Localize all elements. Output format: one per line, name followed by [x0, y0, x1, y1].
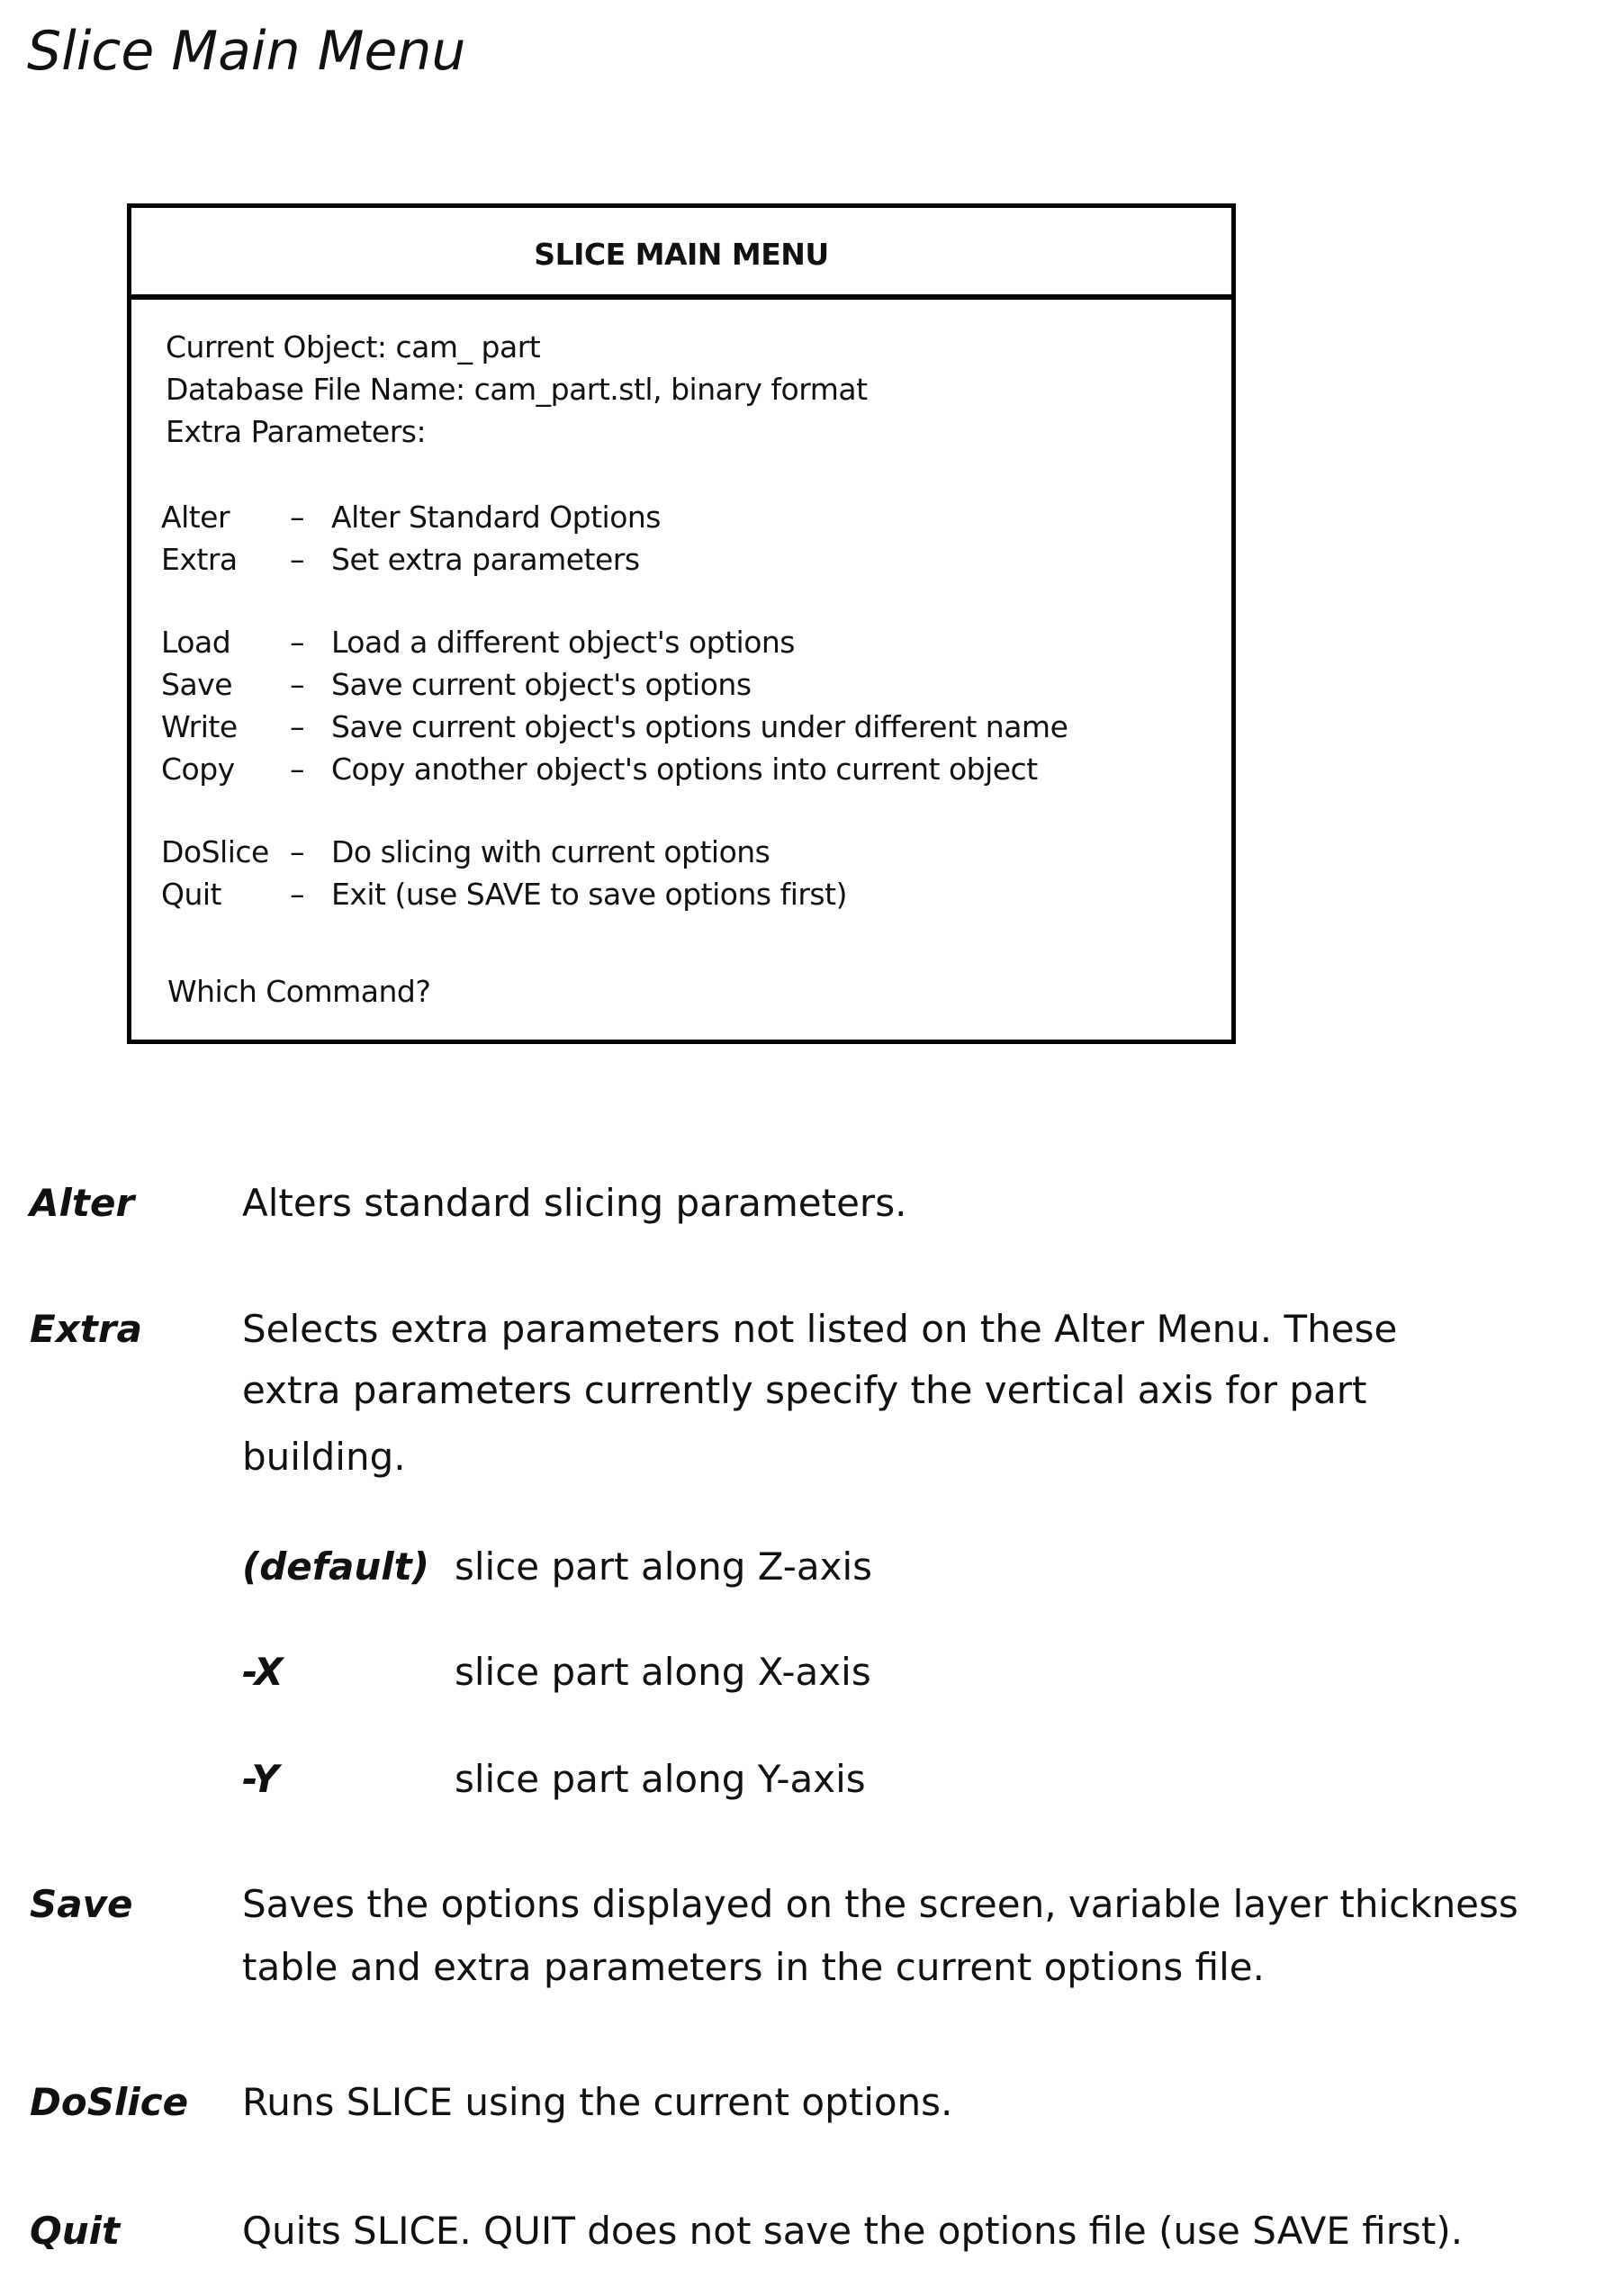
extra-parameters-line: Extra Parameters:	[166, 414, 426, 449]
command-desc-write: Save current object's options under different name	[331, 709, 1068, 744]
command-key-save[interactable]: Save	[161, 667, 232, 702]
desc-label-doslice: DoSlice	[30, 2080, 188, 2124]
command-prompt[interactable]: Which Command?	[167, 974, 430, 1009]
command-dash: –	[290, 752, 304, 787]
command-desc-quit: Exit (use SAVE to save options first)	[331, 877, 847, 912]
current-object-line: Current Object: cam_ part	[166, 329, 540, 365]
command-key-extra[interactable]: Extra	[161, 542, 238, 577]
command-dash: –	[290, 834, 304, 869]
command-key-alter[interactable]: Alter	[161, 500, 230, 535]
command-dash: –	[290, 625, 304, 660]
menu-header	[131, 208, 1231, 300]
option-flag-default: (default)	[242, 1544, 429, 1589]
desc-text-quit: Quits SLICE. QUIT does not save the options file (use SAVE first).	[242, 2209, 1463, 2253]
desc-label-save: Save	[30, 1882, 132, 1926]
desc-text-extra-1: Selects extra parameters not listed on the Alter Menu. These	[242, 1307, 1397, 1351]
desc-text-extra-3: building.	[242, 1435, 406, 1479]
command-dash: –	[290, 500, 304, 535]
command-dash: –	[290, 709, 304, 744]
desc-text-extra-2: extra parameters currently specify the vertical axis for part	[242, 1368, 1366, 1412]
command-desc-copy: Copy another object's options into current object	[331, 752, 1038, 787]
command-desc-doslice: Do slicing with current options	[331, 834, 770, 869]
desc-label-quit: Quit	[30, 2209, 120, 2253]
desc-text-save-2: table and extra parameters in the current options file.	[242, 1945, 1265, 1989]
option-desc-default: slice part along Z-axis	[455, 1544, 872, 1589]
desc-text-alter: Alters standard slicing parameters.	[242, 1181, 906, 1225]
desc-text-save-1: Saves the options displayed on the screen, variable layer thickness	[242, 1882, 1518, 1926]
option-desc-x: slice part along X-axis	[455, 1650, 871, 1694]
command-key-doslice[interactable]: DoSlice	[161, 834, 269, 869]
desc-text-doslice: Runs SLICE using the current options.	[242, 2080, 952, 2124]
option-flag-x: -X	[242, 1650, 284, 1694]
command-dash: –	[290, 667, 304, 702]
command-dash: –	[290, 542, 304, 577]
command-desc-save: Save current object's options	[331, 667, 752, 702]
menu-header-title: SLICE MAIN MENU	[131, 237, 1231, 272]
command-key-copy[interactable]: Copy	[161, 752, 235, 787]
desc-label-alter: Alter	[30, 1181, 134, 1225]
command-desc-alter: Alter Standard Options	[331, 500, 661, 535]
command-desc-load: Load a different object's options	[331, 625, 795, 660]
command-key-load[interactable]: Load	[161, 625, 230, 660]
command-dash: –	[290, 877, 304, 912]
option-flag-y: -Y	[242, 1757, 279, 1801]
database-file-line: Database File Name: cam_part.stl, binary format	[166, 372, 868, 407]
command-key-quit[interactable]: Quit	[161, 877, 221, 912]
command-desc-extra: Set extra parameters	[331, 542, 640, 577]
desc-label-extra: Extra	[30, 1307, 142, 1351]
page-title: Slice Main Menu	[27, 20, 465, 83]
command-key-write[interactable]: Write	[161, 709, 238, 744]
option-desc-y: slice part along Y-axis	[455, 1757, 866, 1801]
